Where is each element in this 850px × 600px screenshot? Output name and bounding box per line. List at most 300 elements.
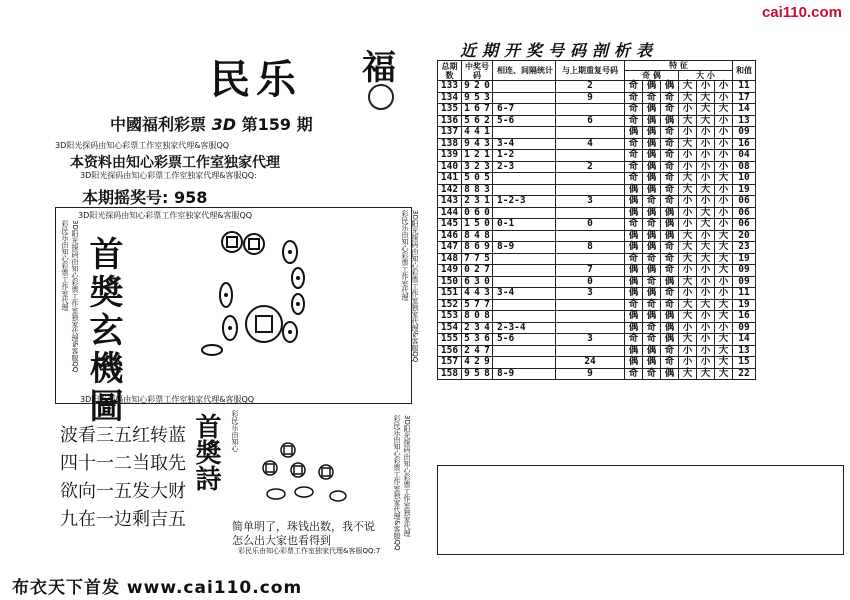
digit-cell: 5 [462, 299, 473, 311]
period-cell: 146 [438, 230, 462, 242]
digit-cell: 3 [482, 138, 493, 150]
digit-cell: 9 [462, 92, 473, 104]
digit-cell: 4 [472, 345, 482, 357]
big-small-cell: 大 [679, 242, 697, 254]
big-small-cell: 大 [679, 115, 697, 127]
digit-cell: 1 [482, 127, 493, 139]
sum-cell: 11 [733, 81, 756, 93]
big-small-cell: 小 [679, 161, 697, 173]
repeat-cell: 2 [556, 81, 625, 93]
sum-cell: 09 [733, 322, 756, 334]
frame-note: 3D阳光探码由知心彩票工作室独家代理&客服QQ [80, 395, 255, 404]
table-row [438, 345, 756, 357]
period-cell: 151 [438, 288, 462, 300]
digit-cell: 7 [482, 345, 493, 357]
gap-cell: 5-6 [493, 334, 556, 346]
digit-cell: 6 [472, 104, 482, 116]
big-small-cell: 小 [697, 230, 715, 242]
repeat-cell: 3 [556, 288, 625, 300]
digit-cell: 7 [482, 299, 493, 311]
period-cell: 156 [438, 345, 462, 357]
digit-cell: 2 [462, 196, 473, 208]
big-small-cell: 小 [715, 207, 733, 219]
big-small-cell: 大 [697, 104, 715, 116]
gap-cell: 2-3 [493, 161, 556, 173]
gap-cell: 3-4 [493, 138, 556, 150]
digit-cell: 1 [482, 150, 493, 162]
period-cell: 149 [438, 265, 462, 277]
table-row [438, 161, 756, 173]
odd-even-cell: 偶 [625, 288, 643, 300]
digit-cell: 2 [472, 81, 482, 93]
big-small-cell: 大 [715, 334, 733, 346]
sum-cell: 19 [733, 253, 756, 265]
big-small-cell: 大 [697, 253, 715, 265]
draw-label: 本期摇奖号: [82, 188, 169, 207]
big-small-cell: 大 [697, 219, 715, 231]
small-note: 3D阳光探码由知心彩票工作室独家代理&客服QQ: [80, 171, 257, 180]
digit-cell: 2 [462, 345, 473, 357]
period-cell: 137 [438, 127, 462, 139]
vertical-note: 3D阳光探码由知心彩票工作室独家代理 [403, 415, 411, 537]
sum-cell: 19 [733, 299, 756, 311]
odd-even-cell: 偶 [625, 207, 643, 219]
table-row [438, 196, 756, 208]
gap-cell [493, 127, 556, 139]
big-small-cell: 小 [679, 219, 697, 231]
big-small-cell: 大 [715, 345, 733, 357]
draw-number: 958 [173, 188, 208, 207]
caption-line: 怎么出大家也看得到 [232, 534, 331, 547]
gap-cell: 5-6 [493, 115, 556, 127]
odd-even-cell: 奇 [661, 184, 679, 196]
site-logo[interactable]: cai110.com [761, 4, 842, 21]
digit-cell: 4 [462, 288, 473, 300]
odd-even-cell: 偶 [643, 288, 661, 300]
big-small-cell: 小 [697, 334, 715, 346]
repeat-cell [556, 104, 625, 116]
odd-even-cell: 偶 [661, 81, 679, 93]
digit-cell: 7 [482, 104, 493, 116]
sum-cell: 06 [733, 196, 756, 208]
odd-even-cell: 偶 [643, 150, 661, 162]
big-small-cell: 小 [679, 127, 697, 139]
digit-cell: 3 [462, 161, 473, 173]
big-small-cell: 小 [697, 265, 715, 277]
bottom-note: 彩民乐由知心彩票工作室独家代理&客服QQ:7 [238, 547, 381, 555]
footer: 布衣天下首发 www.cai110.com [12, 578, 303, 598]
big-small-cell: 小 [679, 104, 697, 116]
odd-even-cell: 偶 [643, 161, 661, 173]
odd-even-cell: 奇 [643, 322, 661, 334]
odd-even-cell: 偶 [661, 115, 679, 127]
big-small-cell: 大 [679, 230, 697, 242]
sum-cell: 06 [733, 207, 756, 219]
odd-even-cell: 偶 [625, 345, 643, 357]
odd-even-cell: 偶 [625, 322, 643, 334]
repeat-cell: 2 [556, 161, 625, 173]
big-small-cell: 小 [697, 345, 715, 357]
brand-title: 民乐 [210, 56, 302, 103]
repeat-cell: 9 [556, 92, 625, 104]
vertical-note: 彩民乐由知心彩票工作室独家代理&客服QQ [393, 415, 401, 551]
period-cell: 157 [438, 357, 462, 369]
big-small-cell: 大 [715, 242, 733, 254]
table-row [438, 276, 756, 288]
odd-even-cell: 偶 [661, 322, 679, 334]
odd-even-cell: 偶 [643, 265, 661, 277]
big-small-cell: 小 [679, 150, 697, 162]
digit-cell: 5 [472, 92, 482, 104]
digit-cell: 9 [462, 81, 473, 93]
digit-cell: 6 [472, 242, 482, 254]
digit-cell: 1 [462, 150, 473, 162]
big-small-cell: 大 [679, 184, 697, 196]
odd-even-cell: 奇 [625, 92, 643, 104]
issue-line [110, 112, 313, 135]
digit-cell: 5 [472, 368, 482, 380]
header-big-small: 大 小 [679, 71, 733, 81]
fu-character: 福 [362, 48, 396, 88]
odd-even-cell: 奇 [643, 253, 661, 265]
odd-even-cell: 奇 [625, 334, 643, 346]
sum-cell: 17 [733, 92, 756, 104]
big-small-cell: 小 [679, 322, 697, 334]
repeat-cell: 8 [556, 242, 625, 254]
big-small-cell: 小 [697, 150, 715, 162]
digit-cell: 3 [472, 276, 482, 288]
header-sum: 和值 [733, 61, 756, 81]
big-small-cell: 小 [697, 288, 715, 300]
odd-even-cell: 奇 [625, 115, 643, 127]
big-small-cell: 小 [697, 138, 715, 150]
table-row [438, 299, 756, 311]
digit-cell: 9 [482, 357, 493, 369]
big-small-cell: 大 [697, 115, 715, 127]
gap-cell [493, 276, 556, 288]
gap-cell: 3-4 [493, 288, 556, 300]
coin-puzzle-figure [190, 220, 330, 370]
puzzle-title: 首奬玄機圖 [83, 236, 123, 426]
odd-even-cell: 偶 [661, 276, 679, 288]
table-row [438, 357, 756, 369]
sum-cell: 04 [733, 150, 756, 162]
odd-even-cell: 偶 [643, 104, 661, 116]
table-row [438, 207, 756, 219]
odd-even-cell: 偶 [643, 230, 661, 242]
digit-cell: 8 [482, 230, 493, 242]
draw-line [82, 185, 207, 208]
odd-even-cell: 奇 [643, 92, 661, 104]
big-small-cell: 小 [715, 81, 733, 93]
big-small-cell: 小 [697, 322, 715, 334]
digit-cell: 6 [472, 207, 482, 219]
odd-even-cell: 偶 [625, 230, 643, 242]
odd-even-cell: 奇 [625, 173, 643, 185]
odd-even-cell: 奇 [661, 104, 679, 116]
big-small-cell: 大 [715, 253, 733, 265]
big-small-cell: 大 [679, 311, 697, 323]
big-small-cell: 大 [679, 173, 697, 185]
digit-cell: 6 [472, 115, 482, 127]
odd-even-cell: 奇 [661, 345, 679, 357]
big-small-cell: 小 [715, 161, 733, 173]
big-small-cell: 小 [715, 127, 733, 139]
small-note: 3D阳光探码由知心彩票工作室独家代理&客服QQ [55, 141, 230, 150]
digit-cell: 0 [482, 276, 493, 288]
sum-cell: 06 [733, 219, 756, 231]
digit-cell: 5 [472, 219, 482, 231]
big-small-cell: 小 [697, 357, 715, 369]
odd-even-cell: 奇 [661, 242, 679, 254]
period-cell: 133 [438, 81, 462, 93]
odd-even-cell: 奇 [625, 299, 643, 311]
sum-cell: 13 [733, 115, 756, 127]
digit-cell: 2 [482, 115, 493, 127]
digit-cell: 0 [482, 219, 493, 231]
big-small-cell: 大 [715, 173, 733, 185]
gap-cell [493, 207, 556, 219]
odd-even-cell: 偶 [643, 207, 661, 219]
digit-cell: 2 [472, 265, 482, 277]
period-cell: 158 [438, 368, 462, 380]
big-small-cell: 大 [679, 253, 697, 265]
odd-even-cell: 偶 [625, 311, 643, 323]
table-row [438, 115, 756, 127]
digit-cell: 8 [462, 230, 473, 242]
repeat-cell: 0 [556, 276, 625, 288]
big-small-cell: 小 [715, 322, 733, 334]
big-small-cell: 小 [715, 196, 733, 208]
odd-even-cell: 奇 [625, 138, 643, 150]
table-row [438, 265, 756, 277]
poem-lines [60, 422, 186, 534]
table-row [438, 322, 756, 334]
period-cell: 140 [438, 161, 462, 173]
odd-even-cell: 偶 [625, 265, 643, 277]
digit-cell: 4 [482, 322, 493, 334]
repeat-cell: 0 [556, 219, 625, 231]
gap-cell [493, 230, 556, 242]
sum-cell: 09 [733, 276, 756, 288]
gap-cell: 6-7 [493, 104, 556, 116]
digit-cell: 3 [472, 196, 482, 208]
digit-cell: 0 [482, 207, 493, 219]
period-cell: 145 [438, 219, 462, 231]
table-row [438, 104, 756, 116]
poem-line: 欲向一五发大财 [60, 481, 186, 502]
digit-cell: 2 [472, 357, 482, 369]
big-small-cell: 小 [679, 357, 697, 369]
digit-cell: 7 [462, 253, 473, 265]
digit-cell: 0 [472, 173, 482, 185]
gap-cell [493, 345, 556, 357]
big-small-cell: 小 [697, 81, 715, 93]
caption-line: 简单明了，珠钱出数，我不说 [232, 520, 375, 533]
big-small-cell: 小 [697, 161, 715, 173]
period-cell: 152 [438, 299, 462, 311]
odd-even-cell: 奇 [625, 253, 643, 265]
odd-even-cell: 偶 [625, 196, 643, 208]
repeat-cell [556, 150, 625, 162]
odd-even-cell: 奇 [661, 161, 679, 173]
odd-even-cell: 奇 [661, 173, 679, 185]
table-row [438, 150, 756, 162]
big-small-cell: 大 [697, 207, 715, 219]
gap-cell [493, 311, 556, 323]
sum-cell: 16 [733, 138, 756, 150]
repeat-cell: 3 [556, 196, 625, 208]
gap-cell [493, 357, 556, 369]
table-row [438, 127, 756, 139]
odd-even-cell: 奇 [625, 150, 643, 162]
digit-cell: 3 [472, 322, 482, 334]
big-small-cell: 小 [715, 288, 733, 300]
repeat-cell [556, 230, 625, 242]
big-small-cell: 大 [679, 368, 697, 380]
period-cell: 141 [438, 173, 462, 185]
digit-cell: 3 [472, 334, 482, 346]
odd-even-cell: 偶 [643, 173, 661, 185]
issue-game: 3D [211, 115, 237, 134]
odd-even-cell: 偶 [643, 184, 661, 196]
big-small-cell: 小 [697, 173, 715, 185]
digit-cell: 5 [462, 115, 473, 127]
digit-cell: 4 [472, 127, 482, 139]
gap-cell: 0-1 [493, 219, 556, 231]
odd-even-cell: 偶 [643, 115, 661, 127]
digit-cell: 5 [462, 334, 473, 346]
period-cell: 139 [438, 150, 462, 162]
header-period: 总期数 [438, 61, 462, 81]
sum-cell: 14 [733, 104, 756, 116]
header-traits: 特 征 [625, 61, 733, 71]
big-small-cell: 小 [697, 196, 715, 208]
period-cell: 142 [438, 184, 462, 196]
big-small-cell: 大 [679, 138, 697, 150]
odd-even-cell: 奇 [661, 138, 679, 150]
period-cell: 150 [438, 276, 462, 288]
gap-cell: 8-9 [493, 368, 556, 380]
vertical-note: 3D阳光探码由知心彩票工作室独家代理&客服QQ [71, 220, 79, 373]
sum-cell: 08 [733, 161, 756, 173]
digit-cell: 0 [482, 81, 493, 93]
repeat-cell [556, 127, 625, 139]
repeat-cell [556, 207, 625, 219]
gap-cell [493, 81, 556, 93]
odd-even-cell: 偶 [625, 357, 643, 369]
odd-even-cell: 偶 [661, 334, 679, 346]
poem-line: 波看三五红转蓝 [60, 425, 186, 446]
period-cell: 134 [438, 92, 462, 104]
gap-cell [493, 173, 556, 185]
big-small-cell: 大 [679, 299, 697, 311]
big-small-cell: 大 [679, 276, 697, 288]
big-small-cell: 小 [679, 196, 697, 208]
odd-even-cell: 奇 [625, 161, 643, 173]
odd-even-cell: 偶 [661, 311, 679, 323]
big-small-cell: 大 [715, 311, 733, 323]
table-row [438, 334, 756, 346]
digit-cell: 8 [462, 184, 473, 196]
odd-even-cell: 偶 [643, 127, 661, 139]
repeat-cell [556, 299, 625, 311]
odd-even-cell: 奇 [661, 265, 679, 277]
big-small-cell: 小 [715, 184, 733, 196]
repeat-cell [556, 345, 625, 357]
table-body [438, 81, 756, 380]
big-small-cell: 小 [679, 265, 697, 277]
digit-cell: 8 [462, 242, 473, 254]
gap-cell [493, 184, 556, 196]
odd-even-cell: 偶 [643, 81, 661, 93]
odd-even-cell: 偶 [625, 276, 643, 288]
empty-notes-box [437, 465, 844, 555]
sum-cell: 10 [733, 173, 756, 185]
period-cell: 135 [438, 104, 462, 116]
big-small-cell: 小 [715, 138, 733, 150]
odd-even-cell: 偶 [643, 311, 661, 323]
digit-cell: 6 [462, 276, 473, 288]
digit-cell: 4 [472, 230, 482, 242]
digit-cell: 4 [462, 357, 473, 369]
repeat-cell: 24 [556, 357, 625, 369]
gap-cell: 1-2 [493, 150, 556, 162]
big-small-cell: 小 [715, 150, 733, 162]
odd-even-cell: 偶 [661, 219, 679, 231]
digit-cell: 2 [462, 322, 473, 334]
big-small-cell: 小 [715, 276, 733, 288]
sum-cell: 11 [733, 288, 756, 300]
table-row [438, 253, 756, 265]
digit-cell: 3 [482, 92, 493, 104]
gap-cell [493, 299, 556, 311]
big-small-cell: 大 [679, 334, 697, 346]
odd-even-cell: 奇 [661, 127, 679, 139]
coin-cluster-figure [258, 440, 368, 512]
sum-cell: 13 [733, 345, 756, 357]
odd-even-cell: 偶 [661, 230, 679, 242]
repeat-cell [556, 173, 625, 185]
repeat-cell [556, 322, 625, 334]
odd-even-cell: 偶 [625, 242, 643, 254]
vertical-note: 彩民乐由知心 [231, 410, 239, 452]
repeat-cell: 4 [556, 138, 625, 150]
digit-cell: 7 [472, 299, 482, 311]
period-cell: 148 [438, 253, 462, 265]
big-small-cell: 大 [697, 299, 715, 311]
odd-even-cell: 奇 [643, 219, 661, 231]
table-row [438, 368, 756, 380]
digit-cell: 0 [472, 311, 482, 323]
repeat-cell: 7 [556, 265, 625, 277]
tassel-icon [368, 84, 394, 110]
sum-cell: 09 [733, 265, 756, 277]
sum-cell: 20 [733, 230, 756, 242]
header-odd-even: 奇 偶 [625, 71, 679, 81]
draw-history-table [437, 60, 756, 380]
big-small-cell: 小 [697, 127, 715, 139]
big-small-cell: 大 [697, 92, 715, 104]
digit-cell: 3 [482, 184, 493, 196]
digit-cell: 2 [472, 161, 482, 173]
table-title: 近期开奖号码剖析表 [460, 41, 659, 60]
vertical-note: 彩民乐由知心彩票工作室代理 [61, 220, 69, 311]
big-small-cell: 大 [715, 265, 733, 277]
digit-cell: 9 [462, 138, 473, 150]
gap-cell [493, 253, 556, 265]
big-small-cell: 大 [679, 92, 697, 104]
